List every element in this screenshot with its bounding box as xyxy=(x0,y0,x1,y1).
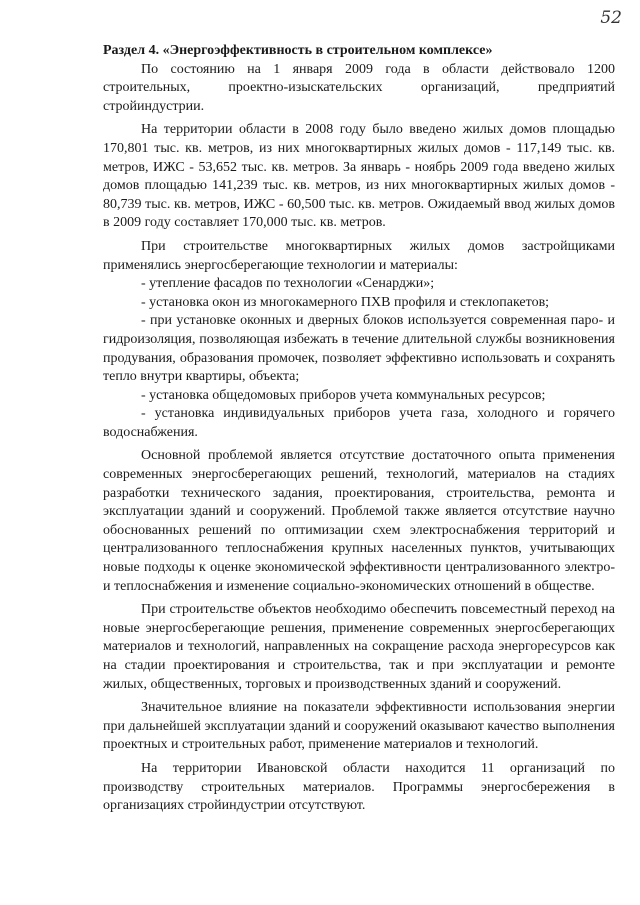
paragraph-housing-stats: На территории области в 2008 году было введено жилых домов площадью 170,801 тыс. кв. метров, из них многоквартирных жилых домов - 117,149 тыс. кв. метров, ИЖС - 53,652 тыс. кв. метров. За январь - ноябрь 2009 года введено жилых домов площадью 141,239 тыс. кв. метров, из них многоквартирных жилых домов - 80,739 тыс. кв. метров, ИЖС - 60,500 тыс. кв. метров. Ожидаемый ввод жилых домов в 2009 году составляет 170,000 тыс. кв. метров. xyxy=(103,122,615,231)
page-number: 52 xyxy=(600,8,622,28)
paragraph-construction-transition: При строительстве объектов необходимо обеспечить повсеместный переход на новые энергосберегающие решения, применение современных энергосберегающих материалов и технологий, направленных на сокращение расхода энергоресурсов как на стадии проектирования и строительства, так и при эксплуатации и ремонте жилых, общественных, торговых и производственных зданий и сооружений. xyxy=(103,602,615,692)
paragraph-main-problem: Основной проблемой является отсутствие достаточного опыта применения современных энергосберегающих решений, технологий, материалов на стадиях разработки технического задания, проектирования, строительства, ремонта и эксплуатации зданий и сооружений. Проблемой также является отсутствие научно обоснованных решений по оптимизации схем электроснабжения территорий и централизованного теплоснабжения крупных населенных пунктов, учитывающих новые подходы к оценке экономической эффективности централизованного электро- и теплоснабжения и изменение социально-экономических отношений в обществе. xyxy=(103,448,615,594)
paragraph-ivanovo-organizations: На территории Ивановской области находится 11 организаций по производству строительных материалов. Программы энергосбережения в организациях стройиндустрии отсутствуют. xyxy=(103,760,615,814)
document-body xyxy=(103,42,615,816)
list-item: - установка индивидуальных приборов учета газа, холодного и горячего водоснабжения. xyxy=(103,406,615,440)
paragraph-technologies-intro: При строительстве многоквартирных жилых домов застройщиками применялись энергосберегающие технологии и материалы: xyxy=(103,238,615,273)
paragraph-organizations: По состоянию на 1 января 2009 года в области действовало 1200 строительных, проектно-изыскательских организаций, предприятий стройиндустрии. xyxy=(103,61,615,114)
list-item: - установка окон из многокамерного ПХВ профиля и стеклопакетов; xyxy=(141,294,550,310)
list-item: - утепление фасадов по технологии «Сенарджи»; xyxy=(141,276,435,292)
list-item: - установка общедомовых приборов учета коммунальных ресурсов; xyxy=(141,387,546,403)
section-title: Раздел 4. «Энергоэффективность в строительном комплексе» xyxy=(103,43,493,58)
paragraph-efficiency-influence: Значительное влияние на показатели эффективности использования энергии при дальнейшей эксплуатации зданий и сооружений оказывают качество выполнения проектных и строительных работ, применение материалов и технологий. xyxy=(103,700,615,753)
list-item: - при установке оконных и дверных блоков используется современная паро- и гидроизоляция, позволяющая избежать в течение длительной службы возникновения продувания, образования промочек, позволяет эффективно использовать и сохранять тепло внутри квартиры, объекта; xyxy=(103,313,615,385)
